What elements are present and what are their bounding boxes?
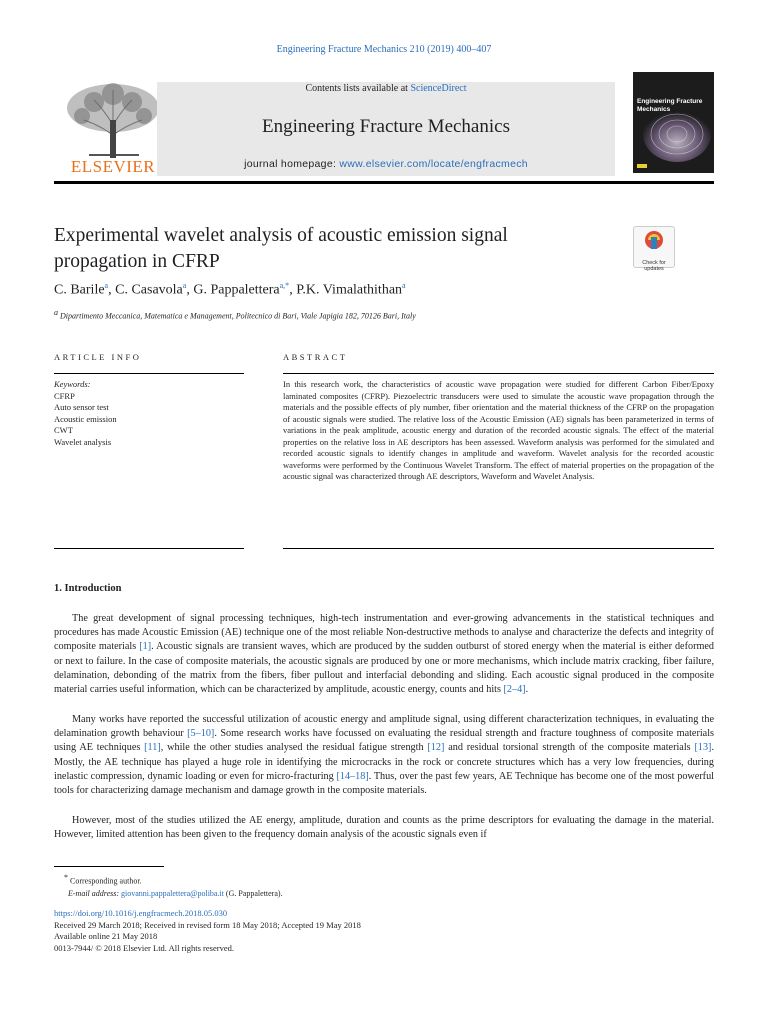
contents-line <box>157 83 615 94</box>
affiliation-text: Dipartimento Meccanica, Matematica e Management, Politecnico di Bari, Viale Japigia 182, 70126 Bari, Italy <box>60 311 416 321</box>
doi-link[interactable]: https://doi.org/10.1016/j.engfracmech.2018.05.030 <box>54 908 228 918</box>
journal-citation[interactable]: Engineering Fracture Mechanics 210 (2019) 400–407 <box>276 44 492 55</box>
paragraph-text: Many works have reported the successful utilization of acoustic energy and amplitude signal, using different characterization techniques, in evaluating the delamination growth behaviour <box>54 714 714 740</box>
homepage-line <box>157 158 615 170</box>
keyword: CWT <box>54 425 73 435</box>
footnote: * Corresponding author. E-mail address: giovanni.pappalettera@poliba.it (G. Pappalettera). <box>64 873 283 898</box>
cover-title: Engineering Fracture Mechanics <box>637 98 703 113</box>
paragraph-text: . <box>525 684 529 696</box>
paragraph-text: and residual torsional strength of the composite materials <box>444 742 695 754</box>
email-suffix: (G. Pappalettera). <box>225 888 283 898</box>
citation-link[interactable]: [2–4] <box>503 684 526 696</box>
copyright: 0013-7944/ © 2018 Elsevier Ltd. All rights reserved. <box>54 942 234 953</box>
elsevier-wordmark: ELSEVIER <box>70 157 156 176</box>
check-for-updates-label: Check for updates <box>642 260 666 272</box>
homepage-link[interactable]: www.elsevier.com/locate/engfracmech <box>339 158 528 170</box>
paragraph-text: , while the other studies analysed the residual fatigue strength <box>160 742 428 754</box>
affiliation-sup: a <box>54 308 58 317</box>
abstract-heading: ABSTRACT <box>283 352 348 362</box>
keyword: Wavelet analysis <box>54 436 112 447</box>
author-name: P.K. Vimalathithan <box>296 282 403 298</box>
author-sup[interactable]: a <box>104 281 109 290</box>
author-name: C. Barile <box>54 282 105 298</box>
corresponding-label: Corresponding author. <box>70 876 142 886</box>
footnote-rule <box>54 866 164 867</box>
header-rule <box>54 181 714 184</box>
abstract-text: In this research work, the characteristics of acoustic wave propagation were studied for different Carbon Fiber/Epoxy laminated composites (CFRP). Piezoelectric transducers were used to simulate the acoustic wave propagation through the materials and the possible effects of ply number, fiber orientation and the material thickness of the CFRP on the propagation of acoustic signals were studied. The relative loss of the Acoustic Emission (AE) signals has been parameterized in terms of variations in the peak amplitude, acoustic energy and duration of the recorded acoustic signals. The effect of the material properties on the relative loss in AE descriptors has been assessed. Waveform analysis was performed for the simulated and recorded acoustic signals to identify changes in amplitude and waveform. Wavelet analysis for the recorded acoustic waveforms were performed by the Continuous Wavelet Transform. The effect of material properties on the propagation of the acoustic signal was characterized through AE descriptors, Waveform and Wavelet Analysis. <box>283 379 714 481</box>
citation-link[interactable]: [14–18] <box>336 770 369 782</box>
keywords-label: Keywords: <box>54 379 91 389</box>
author-sup[interactable]: a <box>182 281 187 290</box>
homepage-prefix: journal homepage: <box>244 158 337 170</box>
divider <box>283 548 714 549</box>
paragraph-text: . Some research works have focussed on evaluating the residual strength and fracture toughness of composite materials using AE techniques <box>54 728 714 754</box>
intro-paragraph: However, most of the studies utilized the AE energy, amplitude, duration and counts as the prime descriptors for evaluating the damage in the material. However, limited attention has been given to the frequency domain analysis of the acoustic signals even if <box>54 815 714 841</box>
email-link[interactable]: giovanni.pappalettera@poliba.it <box>121 888 224 898</box>
author-name: C. Casavola <box>115 282 183 298</box>
contents-prefix: Contents lists available at <box>305 83 408 94</box>
check-for-updates-badge[interactable] <box>633 226 675 272</box>
article-title: Experimental wavelet analysis of acoustic emission signal propagation in CFRP <box>54 225 508 272</box>
divider <box>54 548 244 549</box>
article-info-heading: ARTICLE INFO <box>54 352 142 362</box>
online-date: Available online 21 May 2018 <box>54 931 158 941</box>
paragraph-text: . Mostly, the AE technique has played a huge role in identifying the microcracks in the rock or concrete structures which has a very low frequencies, during inelastic compression, dynamic loading or even for micro-fracturing <box>54 742 714 782</box>
citation-link[interactable]: [5–10] <box>187 728 215 740</box>
section-heading: 1. Introduction <box>54 583 122 594</box>
email-label: E-mail address: <box>68 888 120 898</box>
publication-info <box>54 908 361 954</box>
author-name: G. Pappalettera <box>193 282 280 298</box>
received-dates: Received 29 March 2018; Received in revised form 18 May 2018; Accepted 19 May 2018 <box>54 919 361 930</box>
citation-link[interactable]: [13] <box>694 742 712 754</box>
crossmark-icon <box>634 227 674 255</box>
paragraph-text: . Thus, over the past few years, AE Technique has become one of the most powerful tools for characterizing damage mechanism and damage growth in the composite materials. <box>54 770 714 797</box>
author-sup[interactable]: a <box>402 281 406 290</box>
intro-paragraph <box>54 713 714 798</box>
intro-paragraph <box>54 612 714 697</box>
citation-link[interactable]: [1] <box>139 641 152 653</box>
journal-cover-image <box>633 72 714 173</box>
keywords-list <box>54 379 117 448</box>
author-list: C. Barile$^a$, C. Casavola$^a$, G. Pappalettera$^{a,*}$, P.K. Vimalathithan$^a$ <box>54 281 406 298</box>
citation-link[interactable]: [12] <box>427 742 445 754</box>
sciencedirect-link[interactable]: ScienceDirect <box>410 83 467 94</box>
author-sup[interactable]: a,* <box>279 281 290 290</box>
paragraph-text: . Acoustic signals are transient waves, which are produced by the sudden outburst of stored energy when the material is either deformed or next to failure. In the case of composite materials, the acoustic signals are produced by one or more mechanisms, which include matrix cracking, fiber failure, delamination, debonding of the matrix from the fibers, fiber pullout and interfacial debonding and sliding. Each acoustic signal produced in the composite material carries useful information, which can be characterized by amplitude, acoustic energy, counts and hits <box>54 641 715 696</box>
citation-link[interactable]: [11] <box>144 742 161 754</box>
divider <box>54 373 244 374</box>
keyword: Auto sensor test <box>54 402 109 412</box>
divider <box>283 373 714 374</box>
paragraph-text: The great development of signal processing techniques, high-tech instrumentation and ever-growing advancements in the statistical techniques and procedures has made Acoustic Emission (AE) technique one of the most reliable Non-destructive methods to analyse and characterize the defects and integrity of composite materials <box>54 613 714 653</box>
journal-title: Engineering Fracture Mechanics <box>262 116 510 137</box>
keyword: Acoustic emission <box>54 413 117 424</box>
affiliation <box>54 308 416 321</box>
keyword: CFRP <box>54 390 75 401</box>
